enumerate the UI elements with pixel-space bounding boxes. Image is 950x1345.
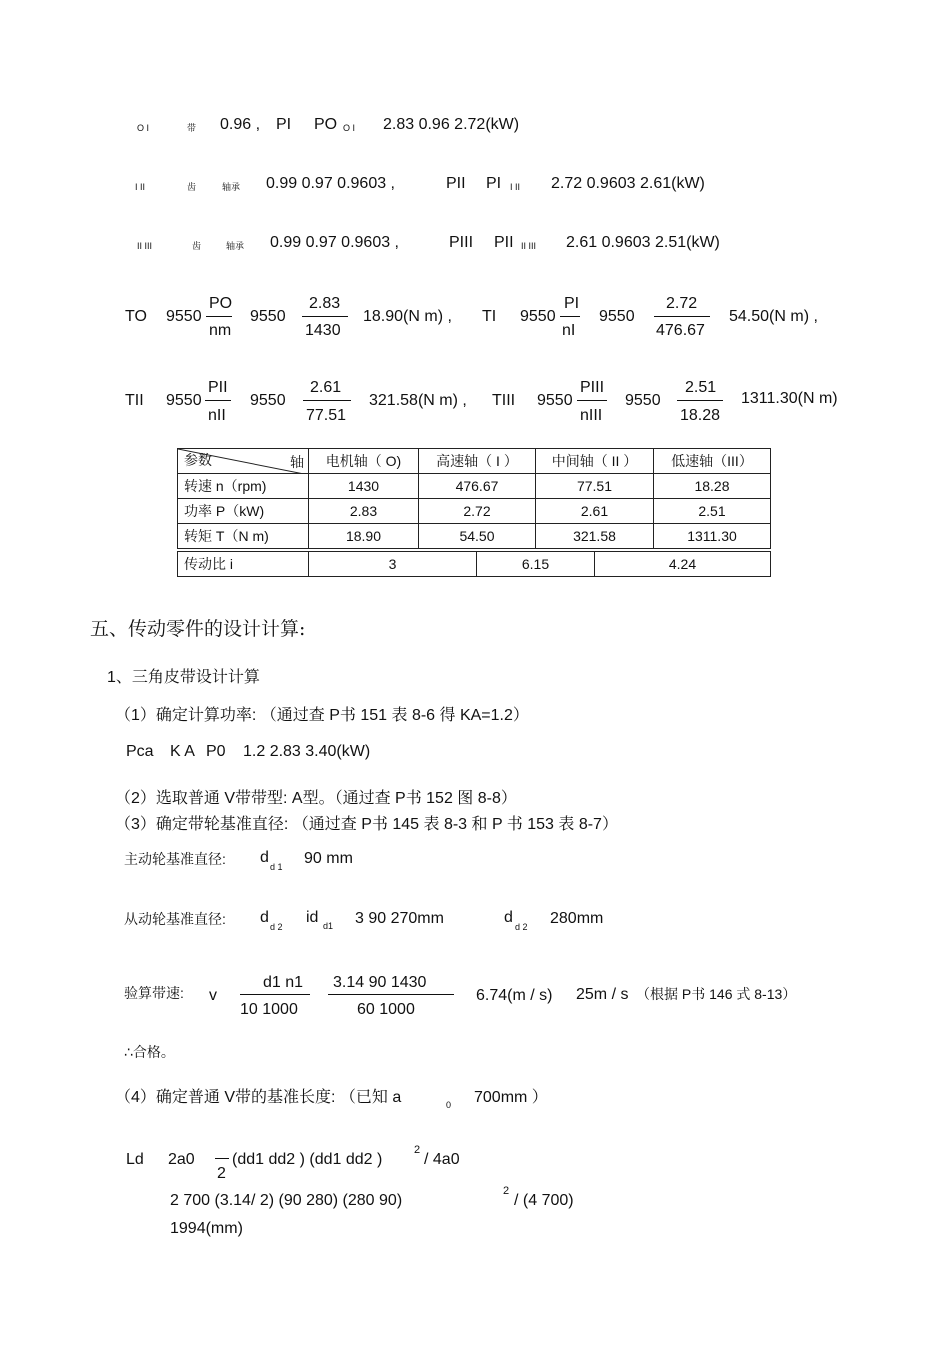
fraction-numerator: 2.83 (309, 295, 341, 312)
symbol: Ld (126, 1151, 144, 1168)
fraction-bar (677, 400, 723, 401)
table-cell: 1311.30 (654, 524, 771, 549)
superscript: 2 (414, 1144, 421, 1156)
power-symbol: PII (494, 234, 514, 251)
column-header: 电机轴（ O) (309, 449, 419, 474)
label: 验算带速: (124, 985, 184, 1001)
eta-subscript: II III (521, 241, 537, 251)
fraction-bar (560, 316, 580, 317)
table-cell: 4.24 (595, 552, 771, 577)
label: 从动轮基准直径: (124, 911, 226, 927)
fraction-numerator: PII (208, 379, 228, 396)
table-row (178, 499, 771, 524)
superscript: 2 (503, 1185, 510, 1197)
fraction-bar (328, 994, 454, 995)
calculation-values: 2.61 0.9603 2.51(kW) (566, 234, 720, 251)
torque-result: 54.50(N m) , (729, 308, 818, 325)
table-header-row (178, 449, 771, 474)
fraction-numerator: 2.61 (310, 379, 342, 396)
torque-result: 18.90(N m) , (363, 308, 452, 325)
bearing-label: 轴承 (222, 182, 241, 192)
table-cell: 2.83 (309, 499, 419, 524)
label: 主动轮基准直径: (124, 851, 226, 867)
shaft-parameters-table (177, 448, 771, 549)
column-header: 低速轴（III） (654, 449, 771, 474)
fraction-numerator: 2.72 (666, 295, 698, 312)
fraction-denominator: 10 1000 (240, 1001, 298, 1018)
power-symbol: PIII (449, 234, 474, 251)
step-4-text: （4）确定普通 V带的基准长度: （已知 a (115, 1089, 402, 1106)
speed-result: 6.74(m / s) (476, 987, 553, 1004)
constant: 9550 (250, 308, 286, 325)
table-cell: 2.72 (419, 499, 536, 524)
table-cell: 2.61 (536, 499, 654, 524)
calculation-values: 2.83 0.96 2.72(kW) (383, 116, 520, 133)
efficiency-values: 0.99 0.97 0.9603 , (266, 175, 395, 192)
subscript: d 2 (270, 922, 283, 932)
fraction-bar (302, 316, 348, 317)
row-label: 传动比 i (178, 552, 309, 577)
table-row (178, 474, 771, 499)
ratio-row-table (177, 551, 771, 577)
value: 90 mm (304, 850, 353, 867)
column-header: 高速轴（ I ） (419, 449, 536, 474)
subscript: d 1 (270, 862, 283, 872)
gear-label: 齿 (192, 241, 202, 251)
value: 280mm (550, 910, 604, 927)
corner-param-label: 参数 (184, 452, 212, 468)
table-cell: 54.50 (419, 524, 536, 549)
symbol: d (504, 909, 513, 926)
gear-label: 齿 (187, 182, 197, 192)
table-cell: 18.90 (309, 524, 419, 549)
fraction-numerator: PI (564, 295, 580, 312)
symbol: d (260, 849, 269, 866)
table-corner-cell (178, 449, 309, 474)
belt-length-result: 1994(mm) (170, 1220, 243, 1237)
expression: / 4a0 (424, 1151, 460, 1168)
speed-limit: 25m / s (576, 986, 629, 1003)
fraction-denominator: nI (562, 322, 576, 339)
row-label: 转矩 T（N m) (178, 524, 309, 549)
expression: id (306, 909, 319, 926)
torque-symbol: TO (125, 308, 147, 325)
symbol: P0 (206, 743, 226, 760)
table-cell: 3 (309, 552, 477, 577)
eta-subscript: O I (343, 123, 356, 133)
row-label: 转速 n（rpm) (178, 474, 309, 499)
subscript: d 2 (515, 922, 528, 932)
calculation-values: 3 90 270mm (355, 910, 444, 927)
torque-result: 321.58(N m) , (369, 392, 467, 409)
corner-shaft-label: 轴 (290, 454, 304, 470)
symbol: v (209, 987, 217, 1004)
table-cell: 1430 (309, 474, 419, 499)
reference-note: （根据 P书 146 式 8-13） (636, 986, 797, 1002)
fraction-bar (205, 400, 231, 401)
fraction-numerator: PIII (580, 379, 605, 396)
fraction-denominator: 1430 (305, 322, 341, 339)
constant: 9550 (537, 392, 573, 409)
fraction-numerator: 3.14 90 1430 (333, 974, 427, 991)
fraction-denominator: nIII (580, 407, 603, 424)
fraction-numerator: d1 n1 (263, 974, 304, 991)
fraction-denominator: 77.51 (306, 407, 347, 424)
section-heading: 五、传动零件的设计计算: (90, 618, 306, 640)
torque-symbol: TII (125, 392, 144, 409)
bearing-label: 轴承 (226, 241, 245, 251)
calculation-values: 1.2 2.83 3.40(kW) (243, 743, 371, 760)
symbol: 2a0 (168, 1151, 195, 1168)
eta-subscript: O I (137, 123, 150, 133)
fraction-denominator: 18.28 (680, 407, 721, 424)
table-row (178, 524, 771, 549)
subsection-heading: 1、三角皮带设计计算 (107, 669, 260, 686)
table-cell: 6.15 (477, 552, 595, 577)
fraction-denominator: 60 1000 (357, 1001, 415, 1018)
table-row (178, 552, 771, 577)
qualified-note: ∴合格。 (124, 1044, 175, 1060)
eta-subscript: I II (135, 182, 146, 192)
fraction-denominator: nm (209, 322, 232, 339)
table-cell: 2.51 (654, 499, 771, 524)
fraction-denominator: 2 (217, 1165, 226, 1182)
power-symbol: PI (276, 116, 292, 133)
calculation-values: / (4 700) (514, 1192, 574, 1209)
fraction-bar (215, 1158, 229, 1159)
fraction-denominator: nII (208, 407, 226, 424)
constant: 9550 (166, 308, 202, 325)
power-symbol: PO (314, 116, 338, 133)
fraction-numerator: PO (209, 295, 233, 312)
table-cell: 476.67 (419, 474, 536, 499)
eta-subscript: I II (510, 182, 521, 192)
fraction-bar (654, 316, 710, 317)
column-header: 中间轴（ II ） (536, 449, 654, 474)
fraction-bar (577, 400, 607, 401)
power-symbol: PI (486, 175, 502, 192)
efficiency-values: 0.99 0.97 0.9603 , (270, 234, 399, 251)
fraction-bar (206, 316, 232, 317)
step-3-text: （3）确定带轮基准直径: （通过查 P书 145 表 8-3 和 P 书 153 表 8-7） (115, 816, 618, 833)
table-cell: 18.28 (654, 474, 771, 499)
subscript: 0 (446, 1100, 452, 1110)
constant: 9550 (520, 308, 556, 325)
symbol: d (260, 909, 269, 926)
table-cell: 321.58 (536, 524, 654, 549)
torque-symbol: TIII (492, 392, 516, 409)
torque-symbol: TI (482, 308, 497, 325)
constant: 9550 (166, 392, 202, 409)
calculation-values: 2.72 0.9603 2.61(kW) (551, 175, 705, 192)
eta-subscript: II III (137, 241, 153, 251)
step-1-text: （1）确定计算功率: （通过查 P书 151 表 8-6 得 KA=1.2） (115, 707, 529, 724)
power-symbol: PII (446, 175, 466, 192)
table-cell: 77.51 (536, 474, 654, 499)
symbol: Pca (126, 743, 154, 760)
constant: 9550 (625, 392, 661, 409)
symbol: K A (170, 743, 195, 760)
constant: 9550 (599, 308, 635, 325)
step-2-text: （2）选取普通 V带带型: A型。（通过查 P书 152 图 8-8） (115, 790, 517, 807)
expression: (dd1 dd2 ) (dd1 dd2 ) (232, 1151, 383, 1168)
fraction-denominator: 476.67 (656, 322, 705, 339)
belt-efficiency: 0.96 , (220, 116, 261, 133)
row-label: 功率 P（kW) (178, 499, 309, 524)
torque-result: 1311.30(N m) (741, 390, 838, 407)
constant: 9550 (250, 392, 286, 409)
calculation-values: 2 700 (3.14/ 2) (90 280) (280 90) (170, 1192, 403, 1209)
fraction-numerator: 2.51 (685, 379, 717, 396)
step-4-tail: 700mm ） (474, 1089, 548, 1106)
belt-label: 带 (187, 123, 197, 133)
fraction-bar (240, 994, 310, 995)
subscript: d1 (323, 921, 334, 931)
fraction-bar (303, 400, 351, 401)
